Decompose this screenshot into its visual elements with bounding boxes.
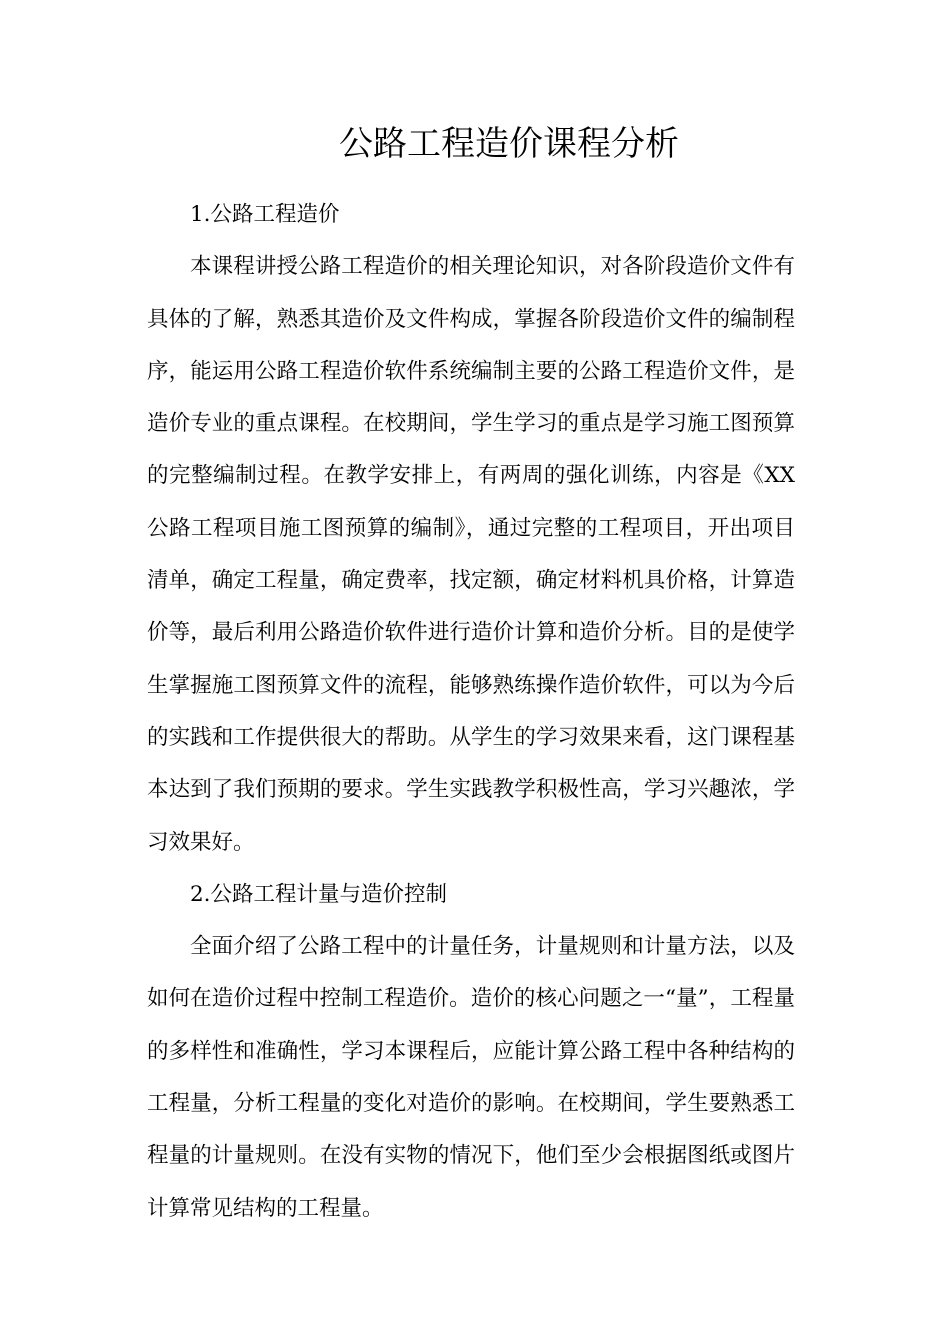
- section-heading-2: 2.公路工程计量与造价控制: [190, 881, 448, 907]
- document-body: [147, 189, 795, 1235]
- paragraph-2: 全面介绍了公路工程中的计量任务，计量规则和计量方法，以及如何在造价过程中控制工程造价。造价的核心问题之一“量”，工程量的多样性和准确性，学习本课程后，应能计算公路工程中各种结构的工程量，分析工程量的变化对造价的影响。在校期间，学生要熟悉工程量的计量规则。在没有实物的情况下，他们至少会根据图纸或图片计算常见结构的工程量。: [147, 934, 795, 1221]
- paragraph-1: 本课程讲授公路工程造价的相关理论知识，对各阶段造价文件有具体的了解，熟悉其造价及文件构成，掌握各阶段造价文件的编制程序，能运用公路工程造价软件系统编制主要的公路工程造价文件，是造价专业的重点课程。在校期间，学生学习的重点是学习施工图预算的完整编制过程。在教学安排上，有两周的强化训练，内容是《XX公路工程项目施工图预算的编制》，通过完整的工程项目，开出项目清单，确定工程量，确定费率，找定额，确定材料机具价格，计算造价等，最后利用公路造价软件进行造价计算和造价分析。目的是使学生掌握施工图预算文件的流程，能够熟练操作造价软件，可以为今后的实践和工作提供很大的帮助。从学生的学习效果来看，这门课程基本达到了我们预期的要求。学生实践教学积极性高，学习兴趣浓，学习效果好。: [147, 254, 795, 855]
- section-heading-1: 1.公路工程造价: [190, 202, 340, 227]
- document-title: 公路工程造价课程分析: [339, 124, 679, 164]
